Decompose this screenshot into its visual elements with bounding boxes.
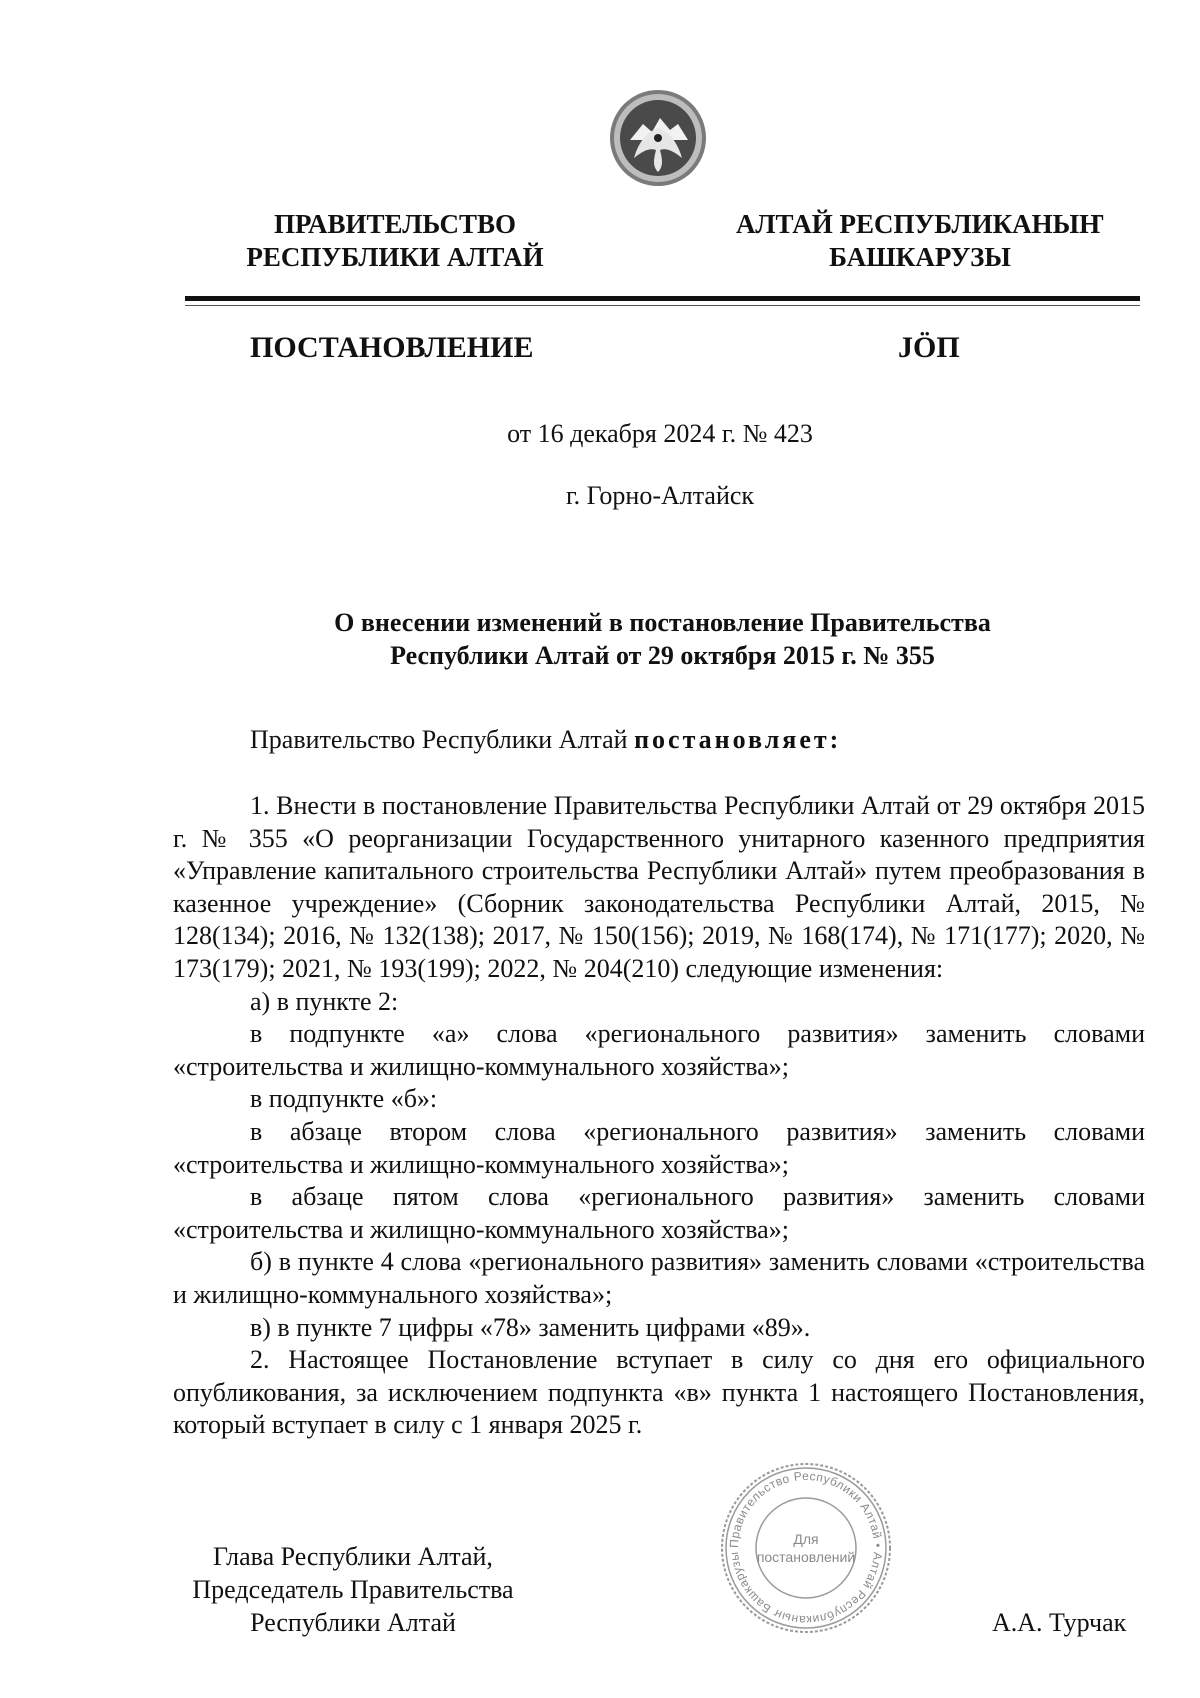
header-right-line1: АЛТАЙ РЕСПУБЛИКАНЫҤ (735, 209, 1105, 239)
doc-type-right: JÖП (898, 331, 960, 364)
header-left-line2: РЕСПУБЛИКИ АЛТАЙ (246, 242, 544, 272)
paragraph: а) в пункте 2: (250, 986, 399, 1016)
preamble (250, 724, 841, 756)
paragraph: в подпункте «а» слова «регионального развития» заменить словами «строительства и жилищно-коммунального хозяйства»; (173, 1019, 1145, 1081)
header-left-line1: ПРАВИТЕЛЬСТВО (273, 209, 517, 239)
signatory-name: А.А. Турчак (992, 1608, 1127, 1637)
preamble-text: Правительство Республики Алтай (250, 725, 635, 754)
title-line2: Республики Алтай от 29 октября 2015 г. № 355 (390, 641, 935, 670)
header-right-block (720, 208, 1120, 274)
signature-title (173, 1540, 533, 1639)
header-rule-thin (185, 305, 1140, 306)
paragraph: в подпункте «б»: (250, 1084, 438, 1114)
header-left-block (230, 208, 560, 274)
header-right-line2: БАШКАРУЗЫ (829, 242, 1011, 272)
doc-type-left: ПОСТАНОВЛЕНИЕ (250, 331, 534, 364)
stamp-center-line2: постановлений (756, 1549, 856, 1565)
city: г. Горно-Алтайск (565, 481, 755, 510)
preamble-action: постановляет: (634, 725, 842, 754)
paragraph: 1. Внести в постановление Правительства Республики Алтай от 29 октября 2015 г. № 355 «О реорганизации Государственного унитарного казенного предприятия «Управление капитального строительства Республики Алтай» путем преобразования в казенное учреждение» (Сборник законодательства Республики Алтай, 2015, № 128(134); 2016, № 132(138); 2017, № 150(156); 2019, № 168(174), № 171(177); 2020, № 173(179); 2021, № 193(199); 2022, № 204(210) следующие изменения: (173, 791, 1145, 983)
document-title (185, 606, 1140, 672)
stamp-outer-text: Правительство Республики Алтай • Алтай Республиканыҥ Башкарузы (726, 1468, 886, 1628)
official-stamp-icon (716, 1458, 896, 1638)
paragraph: в абзаце втором слова «регионального развития» заменить словами «строительства и жилищно-коммунального хозяйства»; (173, 1116, 1145, 1179)
signature-line2: Председатель Правительства (192, 1575, 514, 1604)
date-number: от 16 декабря 2024 г. № 423 (507, 419, 813, 448)
paragraph: б) в пункте 4 слова «регионального развития» заменить словами «строительства и жилищно-коммунального хозяйства»; (173, 1247, 1145, 1309)
paragraph: 2. Настоящее Постановление вступает в силу со дня его официального опубликования, за исключением подпункта «в» пункта 1 настоящего Постановления, который вступает в силу с 1 января 2025 г. (173, 1345, 1145, 1440)
signature-line1: Глава Республики Алтай, (213, 1542, 493, 1571)
coat-of-arms-emblem-icon (608, 88, 708, 188)
signature-line3: Республики Алтай (250, 1608, 456, 1637)
title-line1: О внесении изменений в постановление Правительства (334, 608, 991, 637)
paragraph: в) в пункте 7 цифры «78» заменить цифрами «89». (250, 1312, 811, 1342)
stamp-center-line1: Для (793, 1531, 819, 1547)
paragraph: в абзаце пятом слова «регионального развития» заменить словами «строительства и жилищно-коммунального хозяйства»; (173, 1182, 1145, 1244)
document-body (173, 790, 1145, 1442)
header-rule-thick (185, 296, 1140, 301)
